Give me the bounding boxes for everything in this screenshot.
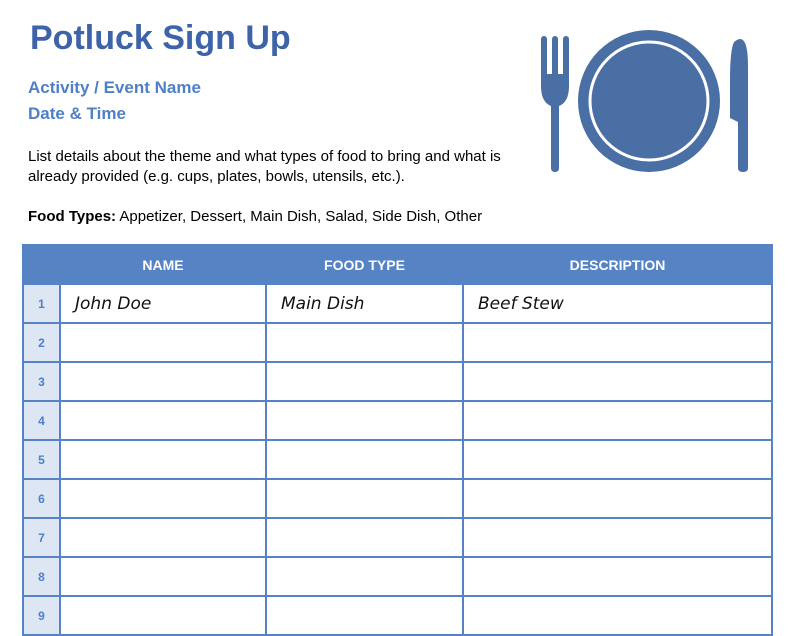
- row-number: 8: [23, 557, 60, 596]
- description-cell[interactable]: [463, 596, 772, 635]
- description-cell[interactable]: [463, 479, 772, 518]
- row-number: 3: [23, 362, 60, 401]
- food-type-cell[interactable]: [266, 323, 463, 362]
- row-number: 5: [23, 440, 60, 479]
- description-cell[interactable]: [463, 362, 772, 401]
- name-cell[interactable]: [60, 401, 266, 440]
- food-type-cell[interactable]: [266, 557, 463, 596]
- name-cell[interactable]: [60, 518, 266, 557]
- name-cell[interactable]: [60, 557, 266, 596]
- food-types-line: [28, 207, 482, 227]
- date-time-label: Date & Time: [28, 104, 126, 123]
- plate-icon: [578, 30, 720, 172]
- food-type-cell[interactable]: [266, 401, 463, 440]
- table-row: [23, 518, 772, 557]
- table-header-row: [23, 245, 772, 284]
- name-cell[interactable]: [60, 440, 266, 479]
- food-type-cell[interactable]: [266, 479, 463, 518]
- description-cell[interactable]: [463, 440, 772, 479]
- name-cell[interactable]: [60, 362, 266, 401]
- fork-icon: [541, 36, 569, 172]
- knife-icon: [730, 39, 748, 172]
- event-name-label: Activity / Event Name: [28, 78, 201, 97]
- description-cell[interactable]: [463, 518, 772, 557]
- description-cell[interactable]: Beef Stew: [463, 284, 772, 323]
- plate-fork-knife-icon: [538, 30, 752, 175]
- description-cell[interactable]: [463, 401, 772, 440]
- page-title: Potluck Sign Up: [30, 19, 291, 57]
- food-types-label: Food Types:: [28, 208, 117, 225]
- food-type-cell[interactable]: [266, 440, 463, 479]
- table-row: [23, 440, 772, 479]
- row-number: 7: [23, 518, 60, 557]
- table-row: [23, 362, 772, 401]
- table-row: [23, 557, 772, 596]
- name-cell[interactable]: [60, 596, 266, 635]
- food-type-cell[interactable]: [266, 518, 463, 557]
- row-number: 1: [23, 284, 60, 323]
- row-number: 6: [23, 479, 60, 518]
- food-type-cell[interactable]: [266, 596, 463, 635]
- name-cell[interactable]: [60, 479, 266, 518]
- details-text: List details about the theme and what types of food to bring and what is already provided (e.g. cups, plates, bowls, utensils, etc.).: [28, 148, 501, 185]
- row-number: 2: [23, 323, 60, 362]
- food-type-cell[interactable]: [266, 362, 463, 401]
- description-cell[interactable]: [463, 323, 772, 362]
- table-row: [23, 479, 772, 518]
- row-number: 9: [23, 596, 60, 635]
- table-row: [23, 596, 772, 635]
- column-header-food-type: FOOD TYPE: [266, 245, 463, 284]
- table-row: [23, 284, 772, 323]
- signup-table: [22, 244, 773, 636]
- table-row: [23, 323, 772, 362]
- column-header-name: NAME: [60, 245, 266, 284]
- table-row: [23, 401, 772, 440]
- row-number: 4: [23, 401, 60, 440]
- column-header-description: DESCRIPTION: [463, 245, 772, 284]
- column-header-number: [23, 245, 60, 284]
- name-cell[interactable]: John Doe: [60, 284, 266, 323]
- description-cell[interactable]: [463, 557, 772, 596]
- food-types-value: Appetizer, Dessert, Main Dish, Salad, Side Dish, Other: [116, 208, 483, 225]
- name-cell[interactable]: [60, 323, 266, 362]
- food-type-cell[interactable]: Main Dish: [266, 284, 463, 323]
